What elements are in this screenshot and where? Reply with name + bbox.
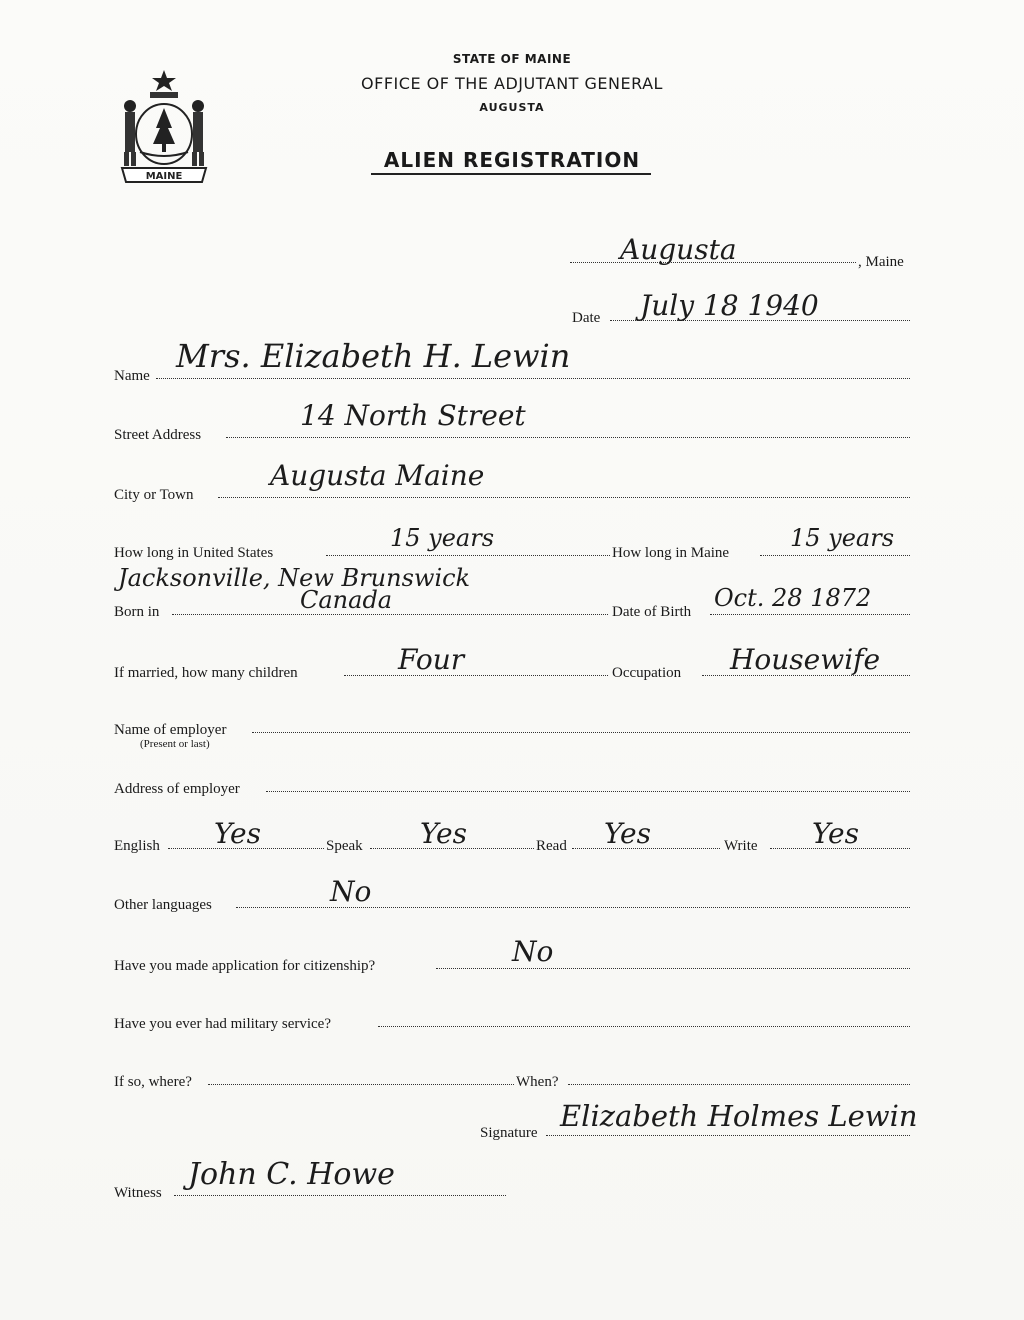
date-label: Date xyxy=(572,310,601,326)
write-label: Write xyxy=(724,838,758,854)
dob-line xyxy=(710,614,910,615)
citizenship-line xyxy=(436,968,910,969)
date-value: July 18 1940 xyxy=(640,289,819,322)
employer-name-line xyxy=(252,732,910,733)
english-value: Yes xyxy=(214,817,261,850)
children-label: If married, how many children xyxy=(114,665,298,681)
born-in-value-line2: Canada xyxy=(300,586,393,614)
occupation-value: Housewife xyxy=(730,643,881,676)
employer-name-label: Name of employer xyxy=(114,722,227,738)
name-value: Mrs. Elizabeth H. Lewin xyxy=(176,337,571,375)
read-value: Yes xyxy=(604,817,651,850)
witness-line xyxy=(174,1195,506,1196)
citizenship-value: No xyxy=(512,935,554,968)
citizenship-label: Have you made application for citizenship? xyxy=(114,958,376,974)
employer-name-note: (Present or last) xyxy=(140,738,210,750)
born-in-value-line1: Jacksonville, New Brunswick xyxy=(118,564,471,592)
occupation-label: Occupation xyxy=(612,665,682,681)
title-underline xyxy=(371,173,651,175)
signature-line xyxy=(546,1135,910,1136)
city-label: City or Town xyxy=(114,487,194,503)
how-long-us-label: How long in United States xyxy=(114,545,274,561)
speak-label: Speak xyxy=(326,838,363,854)
header-office: OFFICE OF THE ADJUTANT GENERAL xyxy=(361,74,663,93)
header-city: AUGUSTA xyxy=(479,101,545,114)
witness-value: John C. Howe xyxy=(188,1157,395,1192)
name-label: Name xyxy=(114,368,150,384)
when-label: When? xyxy=(516,1074,559,1090)
dob-value: Oct. 28 1872 xyxy=(714,584,872,612)
place-value: Augusta xyxy=(620,233,737,266)
write-value: Yes xyxy=(812,817,859,850)
city-line xyxy=(218,497,910,498)
employer-address-line xyxy=(266,791,910,792)
speak-value: Yes xyxy=(420,817,467,850)
witness-label: Witness xyxy=(114,1185,162,1201)
street-value: 14 North Street xyxy=(300,399,526,432)
military-line xyxy=(378,1026,910,1027)
other-languages-label: Other languages xyxy=(114,897,212,913)
when-line xyxy=(568,1084,910,1085)
born-in-label: Born in xyxy=(114,604,160,620)
where-line xyxy=(208,1084,514,1085)
seal-text: MAINE xyxy=(145,171,183,182)
how-long-us-line xyxy=(326,555,610,556)
header-state: STATE OF MAINE xyxy=(452,52,572,66)
military-label: Have you ever had military service? xyxy=(114,1016,331,1032)
name-line xyxy=(156,378,910,379)
read-label: Read xyxy=(536,838,567,854)
form-title: ALIEN REGISTRATION xyxy=(383,148,641,172)
how-long-maine-line xyxy=(760,555,910,556)
how-long-maine-value: 15 years xyxy=(790,524,895,552)
city-value: Augusta Maine xyxy=(270,459,485,492)
employer-address-label: Address of employer xyxy=(114,781,240,797)
how-long-us-value: 15 years xyxy=(390,524,495,552)
where-label: If so, where? xyxy=(114,1074,192,1090)
street-label: Street Address xyxy=(114,427,202,443)
street-line xyxy=(226,437,910,438)
children-value: Four xyxy=(398,643,465,676)
children-line xyxy=(344,675,608,676)
signature-value: Elizabeth Holmes Lewin xyxy=(560,1099,918,1133)
how-long-maine-label: How long in Maine xyxy=(612,545,730,561)
other-languages-value: No xyxy=(330,875,372,908)
dob-label: Date of Birth xyxy=(612,604,692,620)
place-suffix: , Maine xyxy=(858,254,904,270)
english-label: English xyxy=(114,838,160,854)
born-in-line xyxy=(172,614,608,615)
signature-label: Signature xyxy=(480,1125,538,1141)
